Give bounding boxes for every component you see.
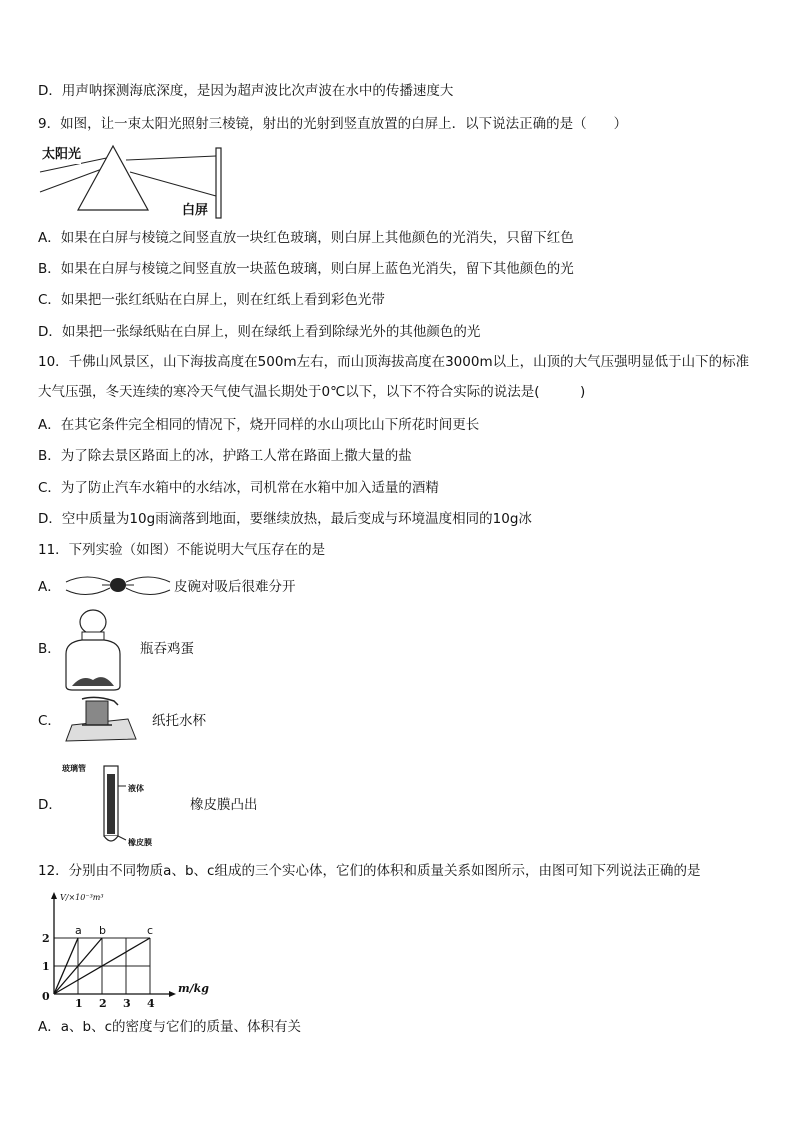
q11-option-a-caption: 皮碗对吸后很难分开 bbox=[174, 579, 296, 595]
paper-cup-figure bbox=[62, 695, 138, 743]
suction-cups-figure bbox=[62, 568, 174, 602]
q11-stem: 11．下列实验（如图）不能说明大气压存在的是 bbox=[38, 542, 326, 558]
q10-stem: 10．千佛山风景区，山下海拔高度在500m左右，而山顶海拔高度在3000m以上，山顶的大气压强明显低于山下的标准大气压强，冬天连续的寒冷天气使气温长期处于0℃以下，以下不符合实际的说法是( ) bbox=[38, 354, 750, 400]
sunlight-label: 太阳光 bbox=[42, 147, 82, 162]
q11-option-c-letter: C． bbox=[38, 713, 61, 729]
suction-cups-drawing bbox=[62, 568, 174, 602]
origin-label: 0 bbox=[42, 990, 50, 1003]
y-tick-label: 1 bbox=[42, 960, 50, 973]
x-tick-label: 2 bbox=[99, 997, 107, 1008]
egg bbox=[80, 610, 106, 634]
liquid-column bbox=[107, 774, 115, 834]
q9-prism-figure bbox=[38, 142, 238, 220]
left-hand-outline bbox=[66, 577, 110, 582]
right-hand-outline bbox=[126, 577, 170, 582]
bottle-neck bbox=[82, 632, 104, 640]
x-tick-label: 1 bbox=[75, 997, 83, 1008]
membrane-pointer bbox=[118, 836, 126, 840]
right-hand-lower bbox=[126, 588, 170, 595]
q10-option-d: D．空中质量为10g雨滴落到地面，要继续放热，最后变成与环境温度相同的10g冰 bbox=[38, 511, 532, 527]
refracted-ray-bottom bbox=[130, 172, 216, 196]
chart-axes bbox=[51, 892, 176, 997]
refracted-ray-top bbox=[126, 156, 216, 160]
paper-cup-drawing bbox=[62, 695, 138, 743]
y-axis-arrow bbox=[51, 892, 57, 899]
series-label-b: b bbox=[99, 924, 106, 937]
screen-label: 白屏 bbox=[182, 203, 209, 218]
q10-option-b: B．为了除去景区路面上的冰，护路工人常在路面上撒大量的盐 bbox=[38, 448, 412, 464]
q11-option-b-letter: B． bbox=[38, 641, 61, 657]
q9-stem: 9．如图，让一束太阳光照射三棱镜，射出的光射到竖直放置的白屏上．以下说法正确的是（ ） bbox=[38, 116, 628, 132]
x-tick-label: 3 bbox=[123, 997, 131, 1008]
q12-option-a: A．a、b、c的密度与它们的质量、体积有关 bbox=[38, 1019, 301, 1035]
q9-option-c: C．如果把一张红纸贴在白屏上，则在红纸上看到彩色光带 bbox=[38, 292, 385, 308]
density-chart-svg bbox=[36, 890, 216, 1008]
q11-option-d-letter: D． bbox=[38, 797, 62, 813]
q11-option-c-caption: 纸托水杯 bbox=[152, 713, 206, 729]
prism bbox=[78, 146, 148, 210]
q12-stem: 12．分别由不同物质a、b、c组成的三个实心体，它们的体积和质量关系如图所示，由图可知下列说法正确的是 bbox=[38, 863, 701, 879]
q11-option-d-caption: 橡皮膜凸出 bbox=[190, 797, 258, 813]
density-chart bbox=[36, 890, 216, 1008]
white-screen bbox=[216, 148, 221, 218]
q11-option-a-letter: A． bbox=[38, 579, 61, 595]
liquid-label: 液体 bbox=[128, 784, 144, 793]
q11-option-b-caption: 瓶吞鸡蛋 bbox=[140, 641, 194, 657]
x-axis-arrow bbox=[169, 991, 176, 997]
series-label-c: c bbox=[147, 924, 154, 937]
q8-option-d: D．用声呐探测海底深度，是因为超声波比次声波在水中的传播速度大 bbox=[38, 83, 454, 99]
x-axis-label: m/kg bbox=[178, 982, 209, 995]
q9-option-a: A．如果在白屏与棱镜之间竖直放一块红色玻璃，则白屏上其他颜色的光消失，只留下红色 bbox=[38, 230, 574, 246]
q9-option-b: B．如果在白屏与棱镜之间竖直放一块蓝色玻璃，则白屏上蓝色光消失，留下其他颜色的光 bbox=[38, 261, 574, 277]
q10-option-a: A．在其它条件完全相同的情况下，烧开同样的水山项比山下所花时间更长 bbox=[38, 417, 480, 433]
left-hand-lower bbox=[66, 588, 110, 595]
bottle-egg-figure bbox=[62, 608, 124, 692]
x-tick-label: 4 bbox=[147, 997, 155, 1008]
series-label-a: a bbox=[75, 924, 82, 937]
y-axis-label: V/×10⁻³m³ bbox=[60, 893, 104, 902]
glass-tube-label: 玻璃管 bbox=[62, 764, 86, 773]
q10-option-c: C．为了防止汽车水箱中的水结冰，司机常在水箱中加入适量的酒精 bbox=[38, 480, 439, 496]
membrane-label: 橡皮膜 bbox=[128, 838, 152, 847]
bottle-egg-drawing bbox=[62, 608, 124, 692]
inverted-cup bbox=[86, 701, 108, 725]
rubber-membrane bbox=[104, 836, 118, 841]
y-tick-label: 2 bbox=[42, 932, 50, 945]
q9-option-d: D．如果把一张绿纸贴在白屏上，则在绿纸上看到除绿光外的其他颜色的光 bbox=[38, 324, 481, 340]
glass-tube-figure bbox=[62, 760, 182, 846]
